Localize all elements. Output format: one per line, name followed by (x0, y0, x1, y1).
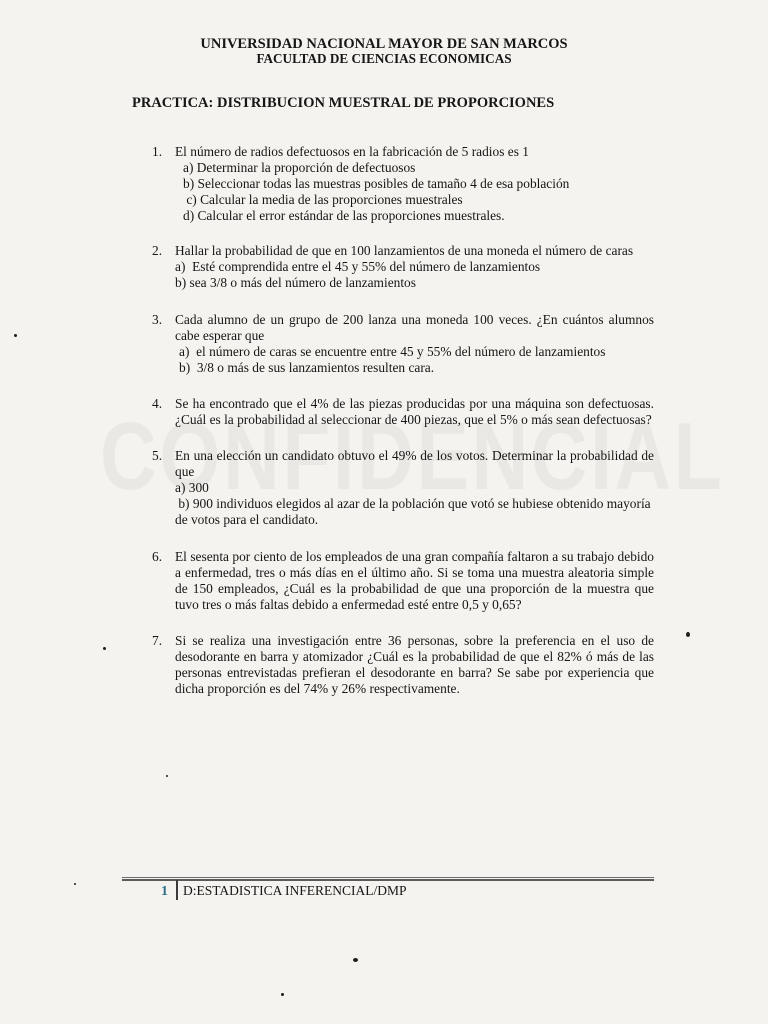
subitem: a) el número de caras se encuentre entre 45 y 55% del número de lanzamientos (179, 344, 606, 359)
university-name: UNIVERSIDAD NACIONAL MAYOR DE SAN MARCOS (200, 36, 568, 52)
subitem: a) Determinar la proporción de defectuosos (183, 160, 416, 175)
problem-text: En una elección un candidato obtuvo el 49% de los votos. Determinar la probabilidad de que (175, 448, 654, 479)
page-number: 1 (161, 884, 168, 899)
scan-speck (103, 647, 106, 650)
problem-7 (152, 633, 654, 697)
problem-number: 5. (152, 448, 163, 463)
problem-5 (152, 448, 654, 528)
problem-3 (152, 312, 654, 376)
subitem: b) 900 individuos elegidos al azar de la población que votó se hubiese obtenido mayoría de votos para el candidato. (175, 496, 654, 527)
subitem: a) Esté comprendida entre el 45 y 55% del número de lanzamientos (175, 259, 541, 274)
problem-4 (152, 396, 654, 428)
subitem: d) Calcular el error estándar de las proporciones muestrales. (183, 208, 505, 223)
subitem: c) Calcular la media de las proporciones muestrales (183, 192, 463, 207)
problem-text: Si se realiza una investigación entre 36 personas, sobre la preferencia en el uso de desodorante en barra y atomizador ¿Cuál es la probabilidad de que el 82% ó más de las personas entrevistadas prefieran el desodorante en barra? Se sabe por experiencia que dicha proporción es del 74% y 26% respectivamente. (175, 633, 654, 696)
problem-number: 7. (152, 633, 163, 648)
problem-number: 3. (152, 312, 163, 327)
problem-text: El sesenta por ciento de los empleados de una gran compañía faltaron a su trabajo debido a enfermedad, tres o más días en el último año. Si se toma una muestra aleatoria simple de 150 empleados, ¿Cuál es la probabilidad de que una proporción de la muestra que tuvo tres o más faltas debido a enfermedad esté entre 0,5 y 0,65? (175, 549, 654, 612)
footer-divider (176, 880, 178, 900)
subitem: a) 300 (175, 480, 209, 495)
problem-number: 4. (152, 396, 163, 411)
scan-speck (14, 334, 17, 337)
problem-6 (152, 549, 654, 613)
problem-text: Se ha encontrado que el 4% de las piezas producidas por una máquina son defectuosas. ¿Cuál es la probabilidad al seleccionar de 400 piezas, que el 5% o más sean defectuosas? (175, 396, 654, 427)
problem-subitems (175, 160, 654, 224)
problem-1 (152, 144, 654, 224)
problem-subitems (175, 480, 654, 528)
problem-text: Cada alumno de un grupo de 200 lanza una moneda 100 veces. ¿En cuántos alumnos cabe esperar que (175, 312, 654, 343)
footer-rule (122, 879, 654, 881)
problem-2 (152, 243, 654, 291)
problem-number: 6. (152, 549, 163, 564)
footer-label: D:ESTADISTICA INFERENCIAL/DMP (183, 883, 407, 898)
scan-speck (74, 883, 76, 885)
subitem: b) Seleccionar todas las muestras posibles de tamaño 4 de esa población (183, 176, 570, 191)
problem-list (152, 144, 654, 697)
scan-speck (353, 958, 358, 962)
scan-speck (686, 632, 690, 637)
subitem: b) sea 3/8 o más del número de lanzamientos (175, 275, 416, 290)
problem-number: 1. (152, 144, 163, 159)
scan-speck (281, 993, 284, 996)
problem-subitems (175, 344, 654, 376)
problem-text: Hallar la probabilidad de que en 100 lanzamientos de una moneda el número de caras (175, 243, 634, 258)
practice-title: PRACTICA: DISTRIBUCION MUESTRAL DE PROPORCIONES (132, 95, 555, 111)
problem-text: El número de radios defectuosos en la fabricación de 5 radios es 1 (175, 144, 529, 159)
scan-speck (166, 775, 168, 777)
footer-rule (122, 877, 654, 878)
problem-number: 2. (152, 243, 163, 258)
faculty-name: FACULTAD DE CIENCIAS ECONOMICAS (256, 51, 512, 66)
problem-subitems (175, 259, 654, 291)
subitem: b) 3/8 o más de sus lanzamientos resulten cara. (179, 360, 435, 375)
